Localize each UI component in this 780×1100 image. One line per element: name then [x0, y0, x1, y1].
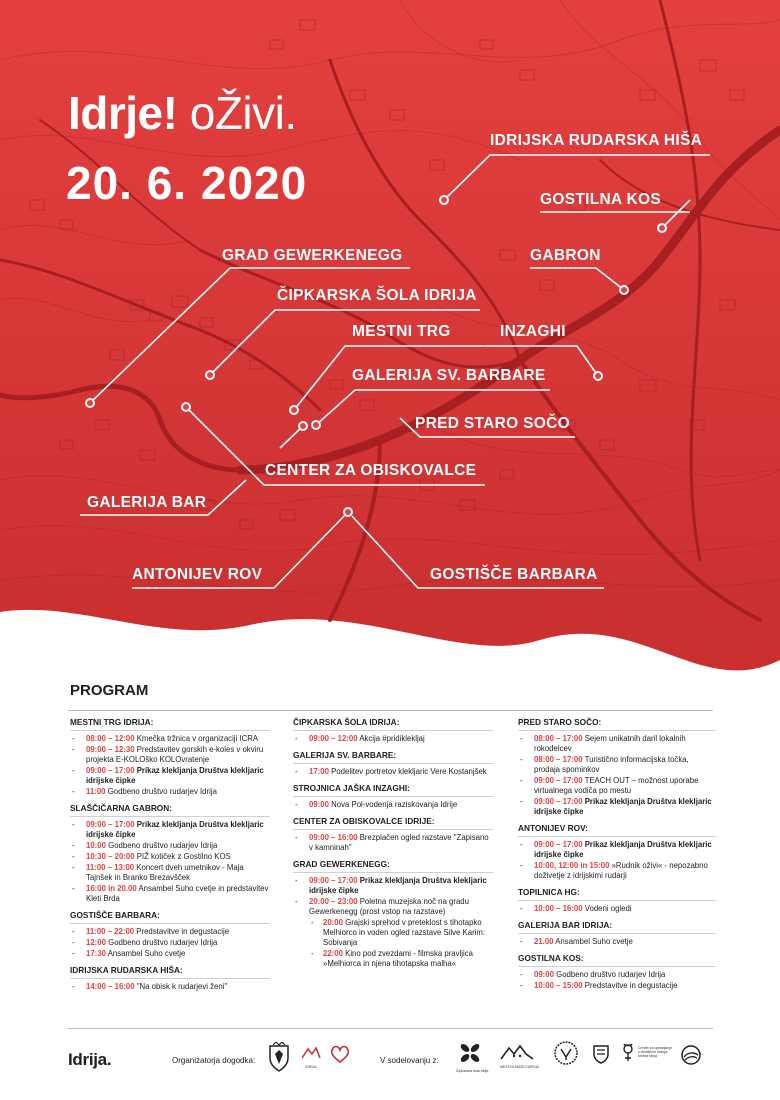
section-title: TOPILNICA HG:	[518, 887, 580, 897]
marker-dot	[593, 371, 603, 381]
event-date: 20. 6. 2020	[66, 157, 308, 209]
program-item: - 17:30 Ansambel Suho cvetje	[70, 949, 270, 959]
idrija-municipality-logo-icon: IDRIJA	[300, 1046, 322, 1069]
program-item: - 09:00 – 17:00 Prikaz klekljanja Društva klekljaric idrijske čipke	[70, 766, 270, 786]
program-section	[68, 682, 713, 991]
program-subitem: - 22:00 Kino pod zvezdami - filmska pravljica »Melhiorca in njena tihotapska malha«	[293, 949, 493, 969]
program-section-topilnica	[518, 887, 716, 914]
location-label: GALERIJA SV. BARBARE	[352, 367, 546, 384]
program-section-gostilna-kos	[518, 953, 716, 991]
program-section-gabron	[70, 803, 270, 904]
program-item: - 09:00 – 12:30 Predstavitev gorskih e-koles v okviru projekta E-KOLOško KOLOvratenje	[70, 745, 270, 765]
marker-dot	[85, 398, 95, 408]
footer-divider	[68, 1028, 713, 1029]
program-item: - 09:00 – 17:00 Prikaz klekljanja Društva klekljaric idrijske čipke	[293, 876, 493, 896]
program-item: - 09:00 – 17:00 Prikaz klekljanja Društva klekljaric idrijske čipke	[70, 820, 270, 840]
program-item: - 09:00 – 17:00 Prikaz klekljanja Društva klekljaric idrijske čipke	[518, 840, 716, 860]
program-item: - 09:00 Nova Pol-vodenja raziskovanja Idrije	[293, 800, 493, 810]
program-item: - 11:00 Godbeno društvo rudarjev Idrija	[70, 787, 270, 797]
marker-dot	[619, 285, 629, 295]
program-item: - 11:00 – 22:00 Predstavitve in degustacije	[70, 927, 270, 937]
program-section-strojnica	[293, 783, 493, 810]
mercury-heritage-caption: Center za upravljanje z dediščino živega srebra Idrija	[638, 1046, 672, 1058]
program-item: - 09:00 – 17:00 Prikaz klekljanja Društva klekljaric idrijske čipke	[518, 797, 716, 817]
location-label: GOSTIŠČE BARBARA	[430, 566, 598, 583]
program-column-1	[70, 711, 270, 998]
program-item: - 09:00 – 12:00 Akcija #pridiklekljaj	[293, 734, 493, 744]
program-item: - 09:00 Godbeno društvo rudarjev Idrija	[518, 970, 716, 980]
program-subitem: - 20:00 Grajski sprehod v preteklost s tihotapko Melhiorco in voden ogled razstave Silve Karim: Sobivanja	[293, 918, 493, 948]
footer	[68, 1028, 713, 1088]
marker-dot	[311, 420, 321, 430]
program-column-2	[293, 711, 493, 975]
organizers-label: Organizatorja dogodka:	[172, 1056, 256, 1065]
program-item: - 21.00 Ansambel Suho cvetje	[518, 937, 716, 947]
location-label: ANTONIJEV ROV	[132, 566, 263, 583]
idrija-coat-of-arms-icon	[268, 1042, 290, 1077]
location-label: MESTNI TRG	[352, 323, 451, 340]
program-item: - 14:00 – 16:00 "Na obisk k rudarjevi ženi"	[70, 982, 270, 992]
program-item: - 10:00 – 16:00 Vodeni ogledi	[518, 904, 716, 914]
program-section-cipkarska	[293, 717, 493, 744]
lace-society-logo-icon	[553, 1040, 579, 1071]
section-title: IDRIJSKA RUDARSKA HIŠA:	[70, 965, 183, 975]
program-item: - 08:00 – 12:00 Kmečka tržnica v organizaciji ICRA	[70, 734, 270, 744]
location-label: PRED STARO SOČO	[415, 415, 570, 432]
marker-dot	[181, 402, 191, 412]
program-item: - 11:00 – 13:00 Koncert dveh umetnikov - Maja Tajnšek in Branko Brezavšček	[70, 863, 270, 883]
location-label: GOSTILNA KOS	[540, 191, 662, 208]
section-title: PRED STARO SOČO:	[518, 717, 602, 727]
program-section-mestni-trg	[70, 717, 270, 797]
lace-school-logo-icon: Čipkarska šola Idrija	[456, 1042, 488, 1073]
program-section-stara-soca	[518, 717, 716, 817]
program-item: - 08:00 – 17:00 Turistično informacijska točka, prodaja spominkov	[518, 755, 716, 775]
marker-dot	[289, 405, 299, 415]
marker-dot	[205, 370, 215, 380]
section-title: STROJNICA JAŠKA INZAGHI:	[293, 783, 410, 793]
section-title: ANTONIJEV ROV:	[518, 823, 588, 833]
section-title: ČIPKARSKA ŠOLA IDRIJA:	[293, 717, 400, 727]
marker-dot	[657, 223, 667, 233]
section-title: GOSTILNA KOS:	[518, 953, 584, 963]
section-title: GRAD GEWERKENEGG:	[293, 859, 390, 869]
program-item: - 08:00 – 17:00 Sejem unikatnih daril lokalnih rokodelcev	[518, 734, 716, 754]
section-title: CENTER ZA OBISKOVALCE IDRIJE:	[293, 816, 435, 826]
marker-dot	[298, 421, 308, 431]
program-item: - 20:00 – 23:00 Poletna muzejska noč na gradu Gewerkenegg (prost vstop na razstave)	[293, 897, 493, 917]
tourism-swirl-logo-icon	[680, 1044, 702, 1071]
program-item: - 10:30 – 20:00 PIŽ kotiček z Gostilno KOS	[70, 852, 270, 862]
program-item: - 10:00, 12:00 in 15:00 »Rudnik oživi« - nepozabno doživetje z idrijskimi rudarji	[518, 861, 716, 881]
marker-dot	[439, 195, 449, 205]
section-title: GOSTIŠČE BARBARA:	[70, 910, 160, 920]
event-title: Idrje! oŽivi.	[68, 87, 297, 139]
program-section-grad	[293, 859, 493, 969]
location-label: CENTER ZA OBISKOVALCE	[265, 462, 477, 479]
program-section-center	[293, 816, 493, 853]
marker-dot	[343, 507, 353, 517]
program-section-galerija-bar	[518, 920, 716, 947]
section-title: MESTNI TRG IDRIJA:	[70, 717, 154, 727]
program-item: - 17:00 Podelitev portretov klekljaric Vere Kostanjšek	[293, 767, 493, 777]
mercury-heritage-logo-icon	[620, 1042, 636, 1069]
town-museum-logo-icon: MESTNI MUZEJ IDRIJA	[500, 1044, 539, 1069]
section-title: SLAŠČIČARNA GABRON:	[70, 803, 173, 813]
section-title: GALERIJA BAR IDRIJA:	[518, 920, 613, 930]
program-item: - 09:00 – 17:00 TEACH OUT – možnost uporabe virtualnega vodiča po mestu	[518, 776, 716, 796]
location-label: GALERIJA BAR	[87, 494, 207, 511]
program-item: - 16:00 in 20.00 Ansambel Suho cvetje in predstavitev Kleti Brda	[70, 884, 270, 904]
heart-logo-icon	[330, 1044, 350, 1069]
program-item: - 10:00 – 15:00 Predstavitve in degustacije	[518, 981, 716, 991]
location-label: INZAGHI	[500, 323, 566, 340]
program-section-gostisce-barbara	[70, 910, 270, 959]
program-section-antonijev-rov	[518, 823, 716, 881]
program-item: - 10:00 Godbeno društvo rudarjev Idrija	[70, 841, 270, 851]
program-column-3	[518, 711, 716, 997]
program-section-galerija-barbare	[293, 750, 493, 777]
location-label: ČIPKARSKA ŠOLA IDRIJA	[277, 287, 477, 304]
program-title: PROGRAM	[70, 682, 149, 699]
location-label: GABRON	[530, 247, 601, 264]
location-label: GRAD GEWERKENEGG	[222, 247, 403, 264]
section-title: GALERIJA SV. BARBARE:	[293, 750, 397, 760]
program-section-rudarska-hisa	[70, 965, 270, 992]
shield-logo-icon	[592, 1044, 610, 1069]
partners-label: V sodelovanju z:	[380, 1056, 439, 1065]
program-item: - 09:00 – 16:00 Brezplačen ogled razstave "Zapisano v kamninah"	[293, 833, 493, 853]
location-label: IDRIJSKA RUDARSKA HIŠA	[490, 132, 703, 149]
program-item: - 12:00 Godbeno društvo rudarjev Idrija	[70, 938, 270, 948]
brand-logo: Idrija.	[68, 1050, 112, 1069]
